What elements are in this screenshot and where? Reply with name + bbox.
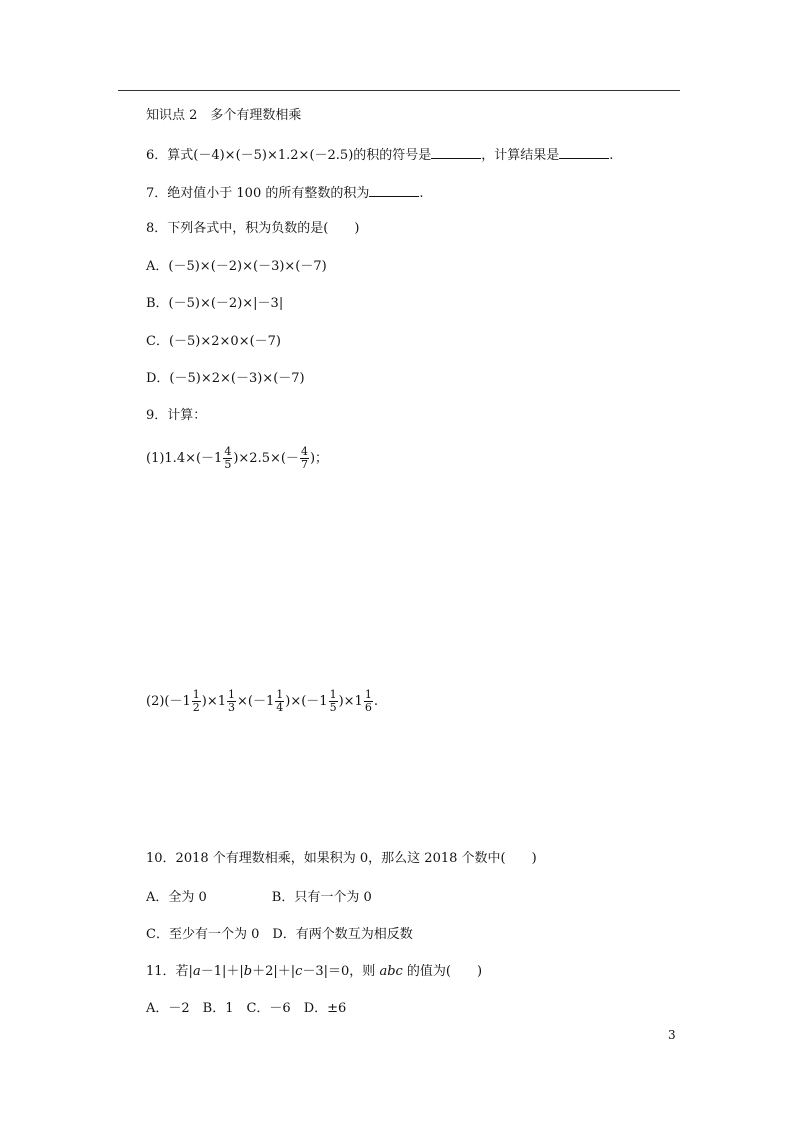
q9-part-2 xyxy=(146,687,378,717)
fraction xyxy=(275,689,284,714)
q9p2-text-b: )×1 xyxy=(201,694,227,709)
q9p1-text-b: )×2.5×(－ xyxy=(233,451,299,466)
fraction xyxy=(223,446,232,471)
q9-part-1 xyxy=(146,444,328,474)
fraction-denominator: 5 xyxy=(329,701,337,714)
q6-suffix: . xyxy=(609,148,614,163)
fraction xyxy=(329,689,338,714)
fraction-numerator: 1 xyxy=(329,688,337,701)
fraction-numerator: 1 xyxy=(192,688,200,701)
variable-abc: abc xyxy=(379,964,403,979)
fraction xyxy=(227,689,236,714)
q11-text-d: －3|＝0，则 xyxy=(302,964,380,979)
fraction-denominator: 3 xyxy=(228,701,236,714)
q9p2-text-e: )×1 xyxy=(338,694,363,709)
q6-prefix: 6．算式(－4)×(－5)×1.2×(－2.5)的积的符号是 xyxy=(146,148,432,163)
q10-options-row-1[interactable]: A．全为 0 B．只有一个为 0 xyxy=(146,890,372,905)
q8-option-c[interactable]: C．(－5)×2×0×(－7) xyxy=(146,334,281,349)
fraction-numerator: 4 xyxy=(300,445,308,458)
fraction-denominator: 6 xyxy=(364,701,372,714)
section-title: 知识点 2 多个有理数相乘 xyxy=(146,108,302,123)
q11-options[interactable]: A．－2 B．1 C．－6 D．±6 xyxy=(146,1001,347,1016)
fraction-denominator: 5 xyxy=(224,458,232,471)
q10-stem: 10．2018 个有理数相乘，如果积为 0，那么这 2018 个数中( ) xyxy=(146,851,537,866)
q7-prefix: 7．绝对值小于 100 的所有整数的积为 xyxy=(146,186,370,201)
q9p2-text-a: (2)(－1 xyxy=(146,694,191,709)
fraction-denominator: 4 xyxy=(276,701,284,714)
q11-text-a: 11．若| xyxy=(146,964,193,979)
q6-middle: ，计算结果是 xyxy=(481,148,560,163)
q9-stem: 9．计算： xyxy=(146,408,207,423)
q8-option-d[interactable]: D．(－5)×2×(－3)×(－7) xyxy=(146,371,305,386)
q9p2-text-d: )×(－1 xyxy=(285,694,328,709)
q7-blank[interactable] xyxy=(369,184,419,197)
q9p2-text-c: ×(－1 xyxy=(237,694,275,709)
q7-suffix: . xyxy=(419,186,424,201)
q11-text-c: ＋2|＋| xyxy=(252,964,296,979)
q8-option-b[interactable]: B．(－5)×(－2)×|－3| xyxy=(146,296,284,311)
fraction xyxy=(300,446,309,471)
fraction-denominator: 2 xyxy=(192,701,200,714)
fraction xyxy=(364,689,373,714)
fraction-denominator: 7 xyxy=(300,458,308,471)
q9p1-text-a: (1)1.4×(－1 xyxy=(146,451,223,466)
fraction-numerator: 1 xyxy=(364,688,372,701)
q11-stem xyxy=(146,964,482,980)
variable-a: a xyxy=(192,964,201,979)
q6-blank-result[interactable] xyxy=(559,146,609,159)
q11-text-b: －1|＋| xyxy=(200,964,244,979)
fraction xyxy=(192,689,201,714)
variable-c: c xyxy=(295,964,303,979)
fraction-numerator: 1 xyxy=(276,688,284,701)
q10-options-row-2[interactable]: C．至少有一个为 0 D．有两个数互为相反数 xyxy=(146,927,413,942)
q11-text-e: 的值为( ) xyxy=(402,964,483,979)
question-7 xyxy=(146,184,424,202)
q8-option-a[interactable]: A．(－5)×(－2)×(－3)×(－7) xyxy=(146,259,327,274)
variable-b: b xyxy=(243,964,253,979)
question-6 xyxy=(146,146,613,164)
fraction-numerator: 1 xyxy=(228,688,236,701)
q9p1-text-c: )； xyxy=(309,451,329,466)
q6-blank-sign[interactable] xyxy=(431,146,481,159)
q9p2-text-f: . xyxy=(373,694,378,709)
page-number: 3 xyxy=(668,1028,676,1042)
header-rule xyxy=(118,90,680,91)
fraction-numerator: 4 xyxy=(224,445,232,458)
q8-stem: 8．下列各式中，积为负数的是( ) xyxy=(146,221,360,236)
